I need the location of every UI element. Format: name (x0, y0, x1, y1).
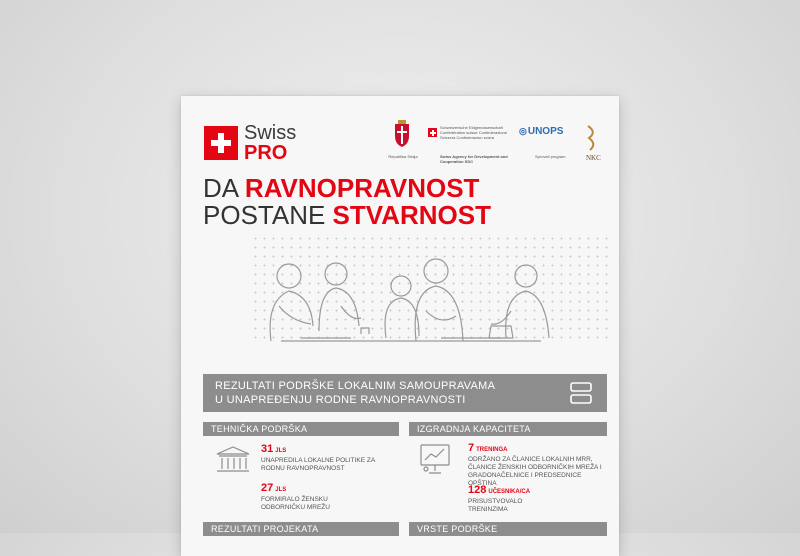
stat-128-value: 128 (468, 484, 487, 496)
meeting-illustration (241, 246, 581, 356)
stat-128-unit: UČESNIKA/CA (488, 489, 531, 495)
section-banner-line1: REZULTATI PODRŠKE LOKALNIM SAMOUPRAVAMA (215, 380, 496, 392)
stat-31-unit: JLS (275, 448, 287, 454)
headline (203, 175, 491, 229)
headline-line2-prefix: POSTANE (203, 200, 333, 230)
stat-31-desc: UNAPREDILA LOKALNE POLITIKE ZA RODNU RAVNOPRAVNOST (261, 457, 375, 472)
swiss-flag-icon (428, 128, 437, 137)
section-banner-line2: U UNAPREĐENJU RODNE RAVNOPRAVNOSTI (215, 394, 466, 406)
stat-7-desc: ODRŽANO ZA ČLANICE LOKALNIH MRR, ČLANICE ŽENSKIH ODBORNIČKIH MREŽA I GRADONAČELNICE I PREDSEDNICE OPŠTINA (468, 456, 602, 487)
stat-27-unit: JLS (275, 487, 287, 493)
stat-7-trainings (468, 442, 507, 454)
unops-label: UNOPS (527, 126, 564, 137)
implemented-by: Sproveli program (535, 154, 566, 159)
globe-icon: ◎ (519, 126, 527, 136)
stat-7-value: 7 (468, 442, 475, 454)
stat-27-jls (261, 482, 286, 494)
unops-logo (519, 126, 563, 137)
serbia-emblem-icon (391, 120, 413, 148)
sdc-names: Schweizerische Eidgenossenschaft Confédération suisse Confederazione Svizzera Confederaziun svizra (440, 125, 507, 140)
swiss-cross-icon (204, 126, 238, 160)
serbia-caption: Republika Srbija (388, 154, 418, 159)
section-title-capacity-building: IZGRADNJA KAPACITETA (409, 422, 607, 436)
section-title-project-results: REZULTATI PROJEKATA (203, 522, 399, 536)
sdc-agency: Swiss Agency for Development and Cooperation SDC (440, 154, 508, 164)
section-title-support-types: VRSTE PODRŠKE (409, 522, 607, 536)
stat-31-jls (261, 443, 286, 455)
presentation-chart-icon (418, 443, 452, 475)
section-title-technical-support: TEHNIČKA PODRŠKA (203, 422, 399, 436)
brand-pro: PRO (244, 142, 288, 164)
nkc-logo (585, 124, 601, 162)
stat-128-desc: PRISUSTVOVALO TRENINZIMA (468, 498, 523, 513)
headline-line1-prefix: DA (203, 173, 245, 203)
section-banner-results (203, 374, 607, 412)
brand-swiss: Swiss (244, 122, 297, 144)
stat-128-participants (468, 484, 530, 496)
poster-sheet (181, 96, 619, 556)
government-building-icon (213, 446, 253, 474)
stat-27-desc: FORMIRALO ŽENSKU ODBORNIČKU MREŽU (261, 496, 330, 511)
stat-7-unit: TRENINGA (476, 447, 508, 453)
stat-31-value: 31 (261, 443, 274, 455)
svg-text:NKC: NKC (586, 154, 601, 162)
stat-27-value: 27 (261, 482, 274, 494)
headline-line2-red: STVARNOST (332, 200, 491, 230)
stack-icon (569, 380, 593, 406)
headline-line1-red: RAVNOPRAVNOST (244, 173, 480, 203)
